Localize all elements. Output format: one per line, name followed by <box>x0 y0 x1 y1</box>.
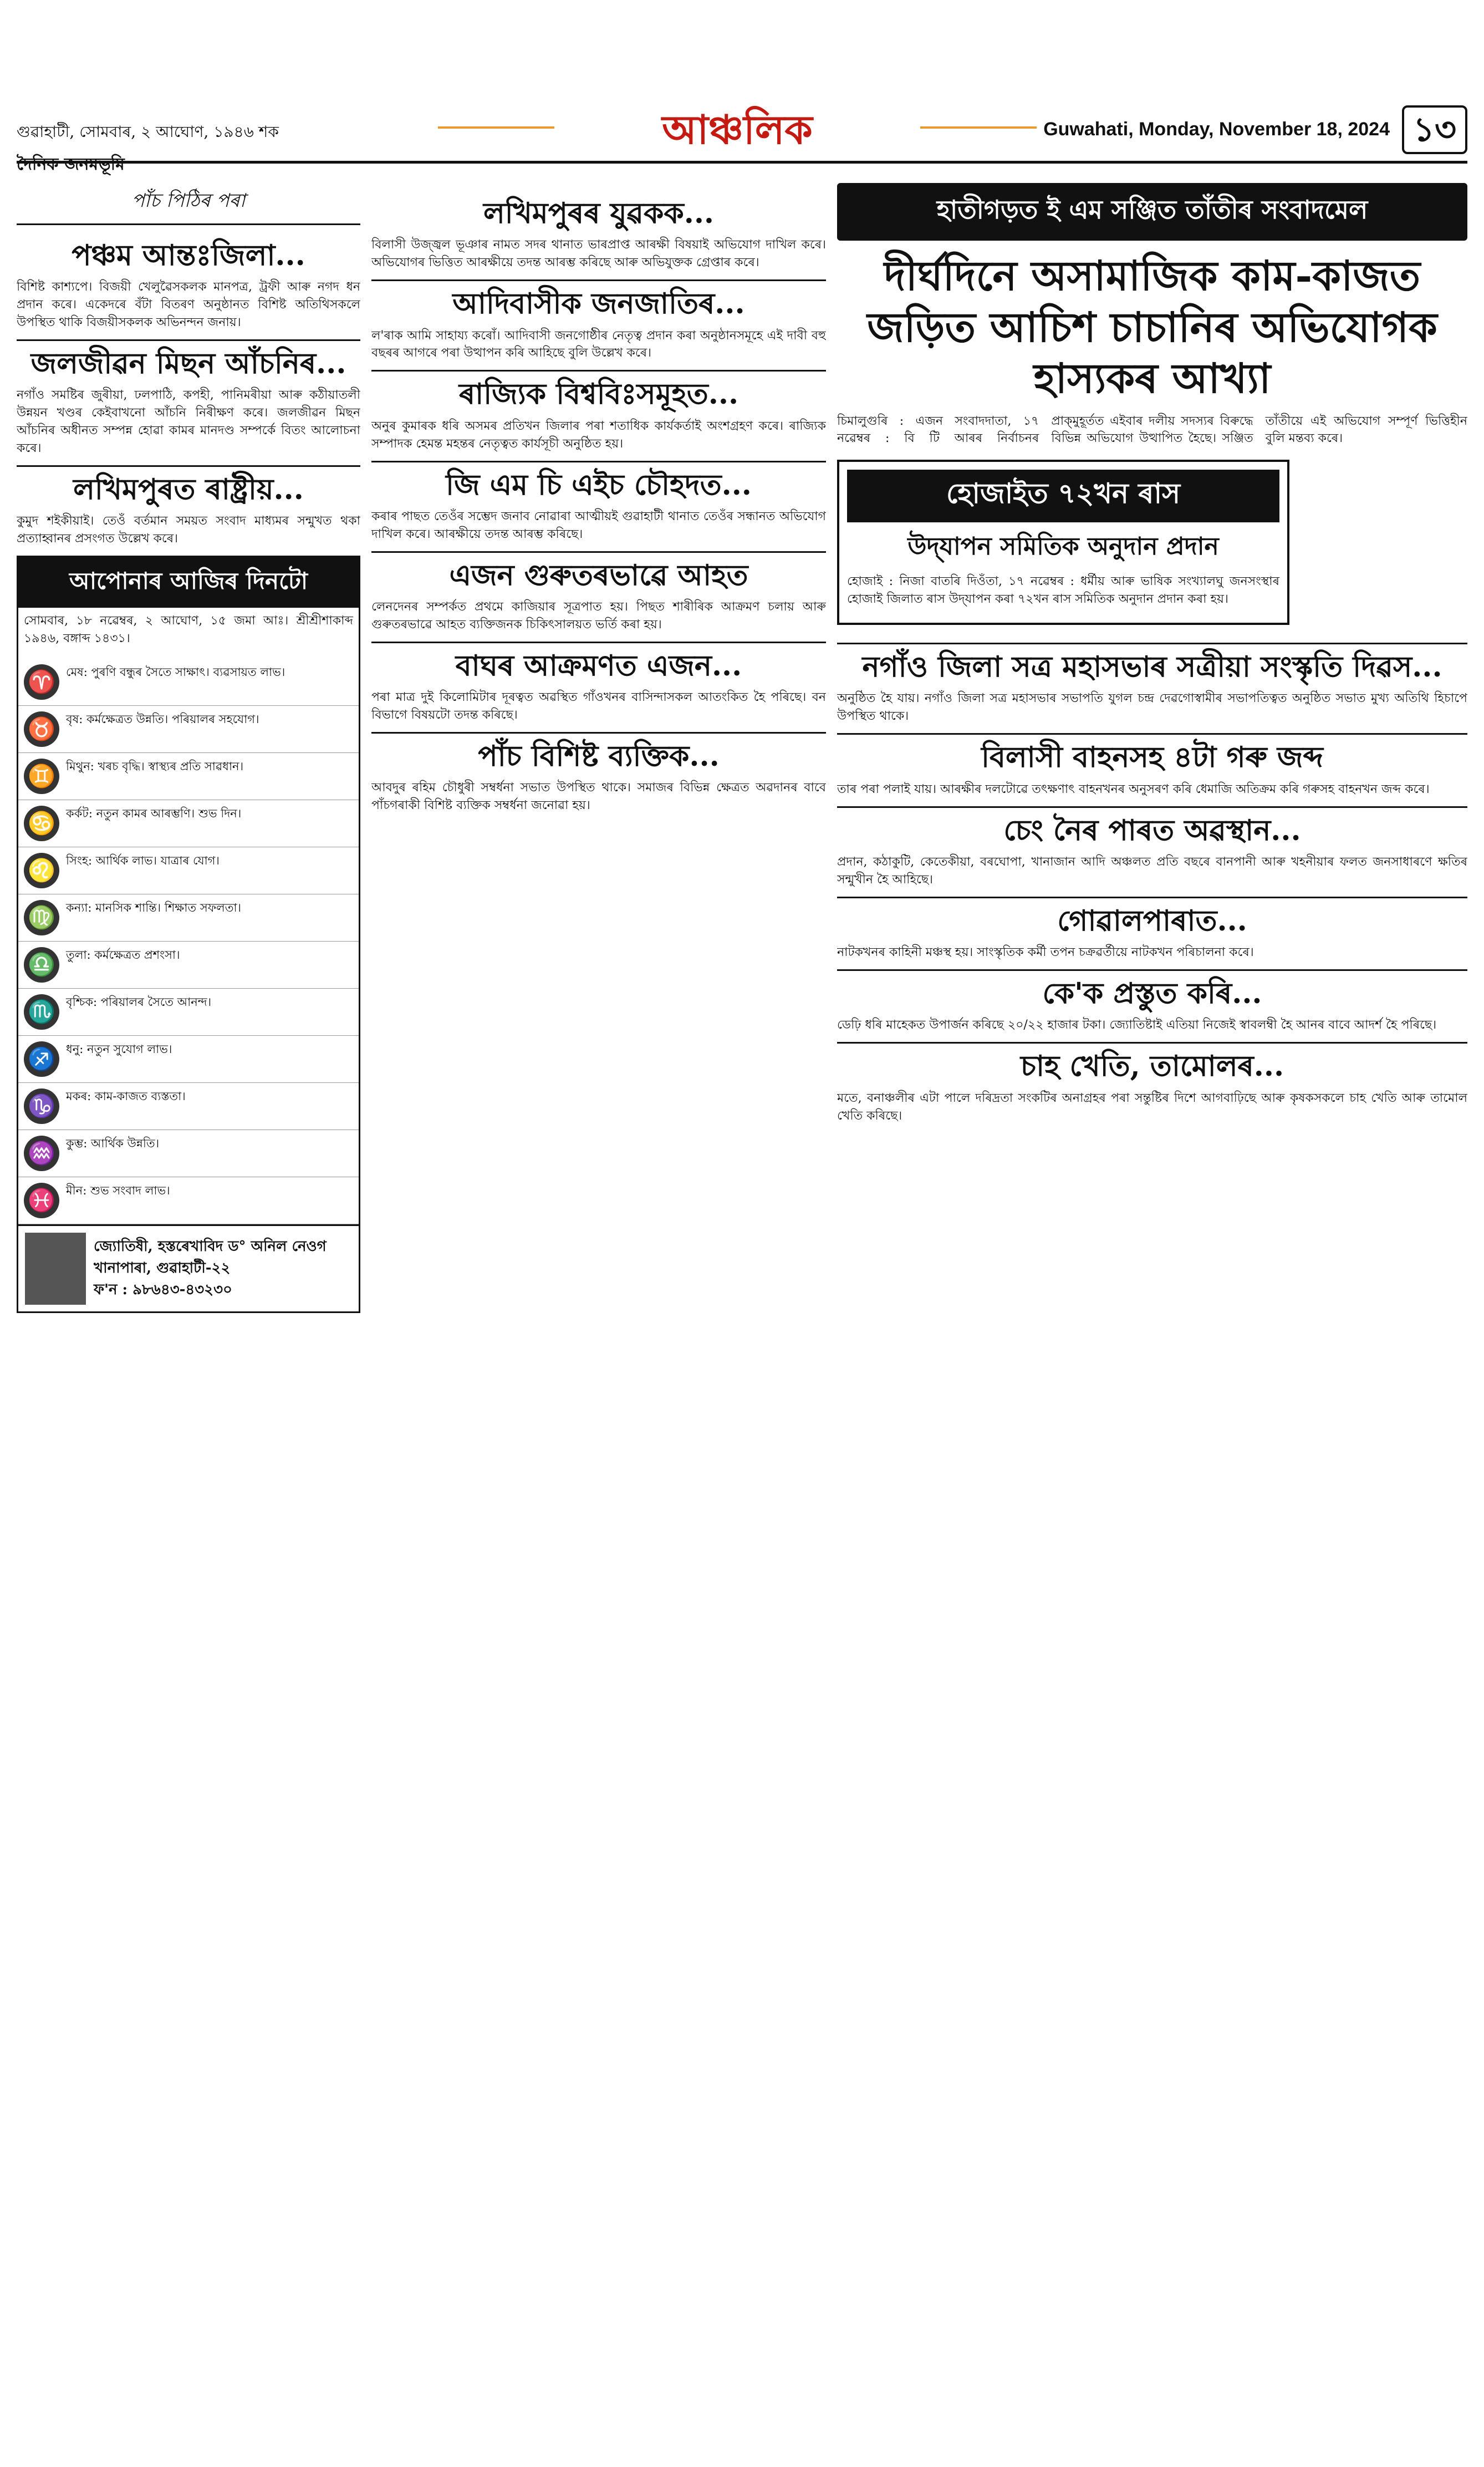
column-right <box>837 183 1467 2450</box>
headline: পঞ্চম আন্তঃজিলা... <box>72 238 305 272</box>
section-label: দৈনিক জনমভূমি <box>17 155 125 174</box>
horoscope-text: বৃশ্চিক: পৰিয়ালৰ সৈতে আনন্দ। <box>66 995 212 1009</box>
horoscope-row <box>18 942 359 989</box>
headline: বাঘৰ আক্ৰমণত এজন... <box>371 642 826 683</box>
lead-banner: হাতীগড়ত ই এম সঞ্জিত তাঁতীৰ সংবাদমেল <box>837 183 1467 241</box>
article-body: নগাঁও সমষ্টিৰ জুৰীয়া, ঢলপাঠি, কপহী, পানিমৰীয়া আৰু কঠীয়াতলী উন্নয়ন খণ্ডৰ কেইবাখনো আঁচনি নিৰীক্ষণ কৰে। জলজীৱন মিছন আঁচনিৰ অধীনত সম্পন্ন হোৱা কামৰ মানদণ্ড সম্পৰ্কে বিতং আলোচনা কৰে। <box>17 388 360 456</box>
article-body: পৰা মাত্ৰ দুই কিলোমিটাৰ দূৰত্বত অৱস্থিত গাঁওখনৰ বাসিন্দাসকল আতংকিত হৈ পৰিছে। বন বিভাগে বিষয়টো তদন্ত কৰিছে। <box>371 690 826 723</box>
lead-article <box>837 413 1467 450</box>
headline: এজন গুৰুতৰভাৱে আহত <box>371 551 826 593</box>
zodiac-icon: ♋ <box>24 806 59 841</box>
article-body: ল'ৰাক আমি সাহায্য কৰোঁ। আদিবাসী জনগোষ্ঠীৰ নেতৃত্ব প্ৰদান কৰা অনুষ্ঠানসমূহে এই দাবী বহু বছৰৰ আগৰে পৰা উত্থাপন কৰি আহিছে বুলি উল্লেখ কৰে। <box>371 328 826 360</box>
date-line-right: Guwahati, Monday, November 18, 2024 <box>1043 119 1390 140</box>
horoscope-text: মিথুন: খৰচ বৃদ্ধি। স্বাস্থ্যৰ প্ৰতি সাৱধান। <box>66 759 244 773</box>
horoscope-list <box>18 659 359 1224</box>
article-body: অনুৰ কুমাৰক ধৰি অসমৰ প্ৰতিখন জিলাৰ পৰা শতাধিক কাৰ্যকৰ্তাই অংশগ্ৰহণ কৰে। ৰাজ্যিক সম্পাদক হেমন্ত মহন্তৰ নেতৃত্বত কাৰ্যসূচী অনুষ্ঠিত হয়। <box>371 419 826 451</box>
horoscope-row <box>18 894 359 942</box>
horoscope-row <box>18 1036 359 1083</box>
horoscope-row <box>18 989 359 1036</box>
headline: চেং নৈৰ পাৰত অৱস্থান... <box>837 806 1467 848</box>
headline: গোৱালপাৰাত... <box>837 897 1467 938</box>
zodiac-icon: ♉ <box>24 711 59 747</box>
zodiac-icon: ♐ <box>24 1041 59 1077</box>
lead-headline: দীৰ্ঘদিনে অসামাজিক কাম-কাজত জড়িত আচিশ চাচানিৰ অভিযোগক হাস্যকৰ আখ্যা <box>867 252 1437 403</box>
page-number: ১৩ <box>1402 105 1467 154</box>
horoscope-text: মকৰ: কাম-কাজত ব্যস্ততা। <box>66 1089 186 1103</box>
headline: জলজীৱন মিছন আঁচনিৰ... <box>17 339 360 381</box>
article-body: বিশিষ্ট কাশ্যপে। বিজয়ী খেলুৱৈসকলক মানপত্ৰ, ট্ৰফী আৰু নগদ ধন প্ৰদান কৰে। একেদৰে বঁটা বিতৰণ অনুষ্ঠানত বিশিষ্ট অতিথিসকলে উপস্থিত থাকি বিজয়ীসকলক অভিনন্দন জনায়। <box>17 280 360 330</box>
horoscope-text: মেষ: পুৰণি বন্ধুৰ সৈতে সাক্ষাৎ। ব্যৱসায়ত লাভ। <box>66 665 285 679</box>
zodiac-icon: ♍ <box>24 900 59 935</box>
author-photo <box>25 1233 86 1305</box>
headline: কে'ক প্ৰস্তুত কৰি... <box>837 969 1467 1011</box>
headline: বিলাসী বাহনসহ ৪টা গৰু জব্দ <box>837 733 1467 775</box>
headline: লখিমপুৰৰ যুৱকক... <box>483 196 715 230</box>
boxed-article <box>837 460 1289 625</box>
article-body: হোজাই : নিজা বাতৰি দিওঁতা, ১৭ নৱেম্বৰ : ধৰ্মীয় আৰু ভাষিক সংখ্যালঘু জনসংস্থাৰ হোজাই জিলাত ৰাস উদ্‌যাপন কৰা ৭২খন ৰাস সমিতিক অনুদান প্ৰদান কৰা হয়। <box>847 574 1279 607</box>
horoscope-row <box>18 800 359 847</box>
headline: নগাঁও জিলা সত্ৰ মহাসভাৰ সত্ৰীয়া সংস্কৃতি দিৱস... <box>837 643 1467 684</box>
horoscope-text: মীন: শুভ সংবাদ লাভ। <box>66 1183 170 1197</box>
headline: লখিমপুৰত ৰাষ্ট্ৰীয়... <box>17 465 360 507</box>
zodiac-icon: ♑ <box>24 1088 59 1124</box>
article-body: ডেঢ়ি ধৰি মাহেকত উপাৰ্জন কৰিছে ২০/২২ হাজাৰ টকা। জ্যোতিষ্টাই এতিয়া নিজেই স্বাবলম্বী হৈ আনৰ বাবে আদৰ্শ হৈ পৰিছে। <box>837 1018 1437 1032</box>
author-block <box>18 1224 359 1311</box>
article-body: কৰাৰ পাছত তেওঁৰ সম্ভেদ জনাব নোৱাৰা আত্মীয়ই গুৱাহাটী থানাত তেওঁৰ সন্ধানত অভিযোগ দাখিল কৰে। আৰক্ষীয়ে তদন্ত আৰম্ভ কৰিছে। <box>371 509 826 541</box>
horoscope-row <box>18 1083 359 1130</box>
horoscope-row <box>18 706 359 753</box>
boxed-headline-1: হোজাইত ৭২খন ৰাস <box>847 470 1279 522</box>
column-middle <box>371 183 826 2450</box>
zodiac-icon: ♊ <box>24 759 59 794</box>
horoscope-row <box>18 1177 359 1224</box>
article-body: তাৰ পৰা পলাই যায়। আৰক্ষীৰ দলটোৱে তৎক্ষণাৎ বাহনখনৰ অনুসৰণ কৰি ধেমাজি অতিক্ৰম কৰি গৰুসহ বাহনখন জব্দ কৰে। <box>837 782 1430 796</box>
article-body: চিমালুগুৰি : এজন সংবাদদাতা, ১৭ নৱেম্বৰ : বি টি আৰৰ নিৰ্বাচনৰ প্ৰাক্‌মুহূৰ্তত এইবাৰ দলীয় সদস্যৰ বিৰুদ্ধে বিভিন্ন অভিযোগ উত্থাপিত হৈছে। সঞ্জিত তাঁতীয়ে এই অভিযোগ সম্পূৰ্ণ ভিত্তিহীন বুলি মন্তব্য কৰে। <box>837 414 1467 446</box>
article-body: প্ৰদান, কঠাকুটি, কেতেকীয়া, বৰঘোপা, খানাজান আদি অঞ্চলত প্ৰতি বছৰে বানপানী আৰু খহনীয়াৰ ফলত জনসাধাৰণে ক্ষতিৰ সন্মুখীন হৈ আহিছে। <box>837 854 1467 887</box>
article-body: নাটকখনৰ কাহিনী মঞ্চস্থ হয়। সাংস্কৃতিক কৰ্মী তপন চক্ৰৱৰ্তীয়ে নাটকখন পৰিচালনা কৰে। <box>837 945 1254 960</box>
kicker: পাঁচ পিঠিৰ পৰা <box>17 183 360 225</box>
horoscope-row <box>18 1130 359 1177</box>
zodiac-icon: ♒ <box>24 1136 59 1171</box>
newspaper-logo: আঞ্চলিক <box>571 100 904 150</box>
horoscope-row <box>18 847 359 894</box>
horoscope-row <box>18 659 359 706</box>
horoscope-text: কুম্ভ: আৰ্থিক উন্নতি। <box>66 1136 160 1150</box>
article-body: অনুষ্ঠিত হৈ যায়। নগাঁও জিলা সত্ৰ মহাসভাৰ সভাপতি যুগল চন্দ্ৰ দেৱগোস্বামীৰ সভাপতিত্বত অনুষ্ঠিত সভাত মুখ্য অতিথি হিচাপে উপস্থিত থাকে। <box>837 691 1467 724</box>
zodiac-icon: ♌ <box>24 853 59 888</box>
author-line: খানাপাৰা, গুৱাহাটী-২২ <box>94 1260 231 1277</box>
horoscope-text: ধনু: নতুন সুযোগ লাভ। <box>66 1042 172 1056</box>
horoscope-text: কৰ্কট: নতুন কামৰ আৰম্ভণি। শুভ দিন। <box>66 806 242 820</box>
horoscope-row <box>18 753 359 800</box>
masthead <box>17 100 1467 174</box>
headline: আদিবাসীক জনজাতিৰ... <box>371 279 826 321</box>
boxed-headline-2: উদ্‌যাপন সমিতিক অনুদান প্ৰদান <box>907 532 1219 561</box>
author-line: জ্যোতিষী, হস্তৰেখাবিদ ড° অনিল নেওগ <box>94 1238 327 1255</box>
author-info <box>94 1236 327 1301</box>
horoscope-text: তুলা: কৰ্মক্ষেত্ৰত প্ৰশংসা। <box>66 948 180 962</box>
article-body: মতে, বনাঞ্চলীৰ এটা পালে দৰিদ্ৰতা সংকটিৰ অনাগ্ৰহৰ পৰা সন্তুষ্টিৰ দিশে আগবাঢ়িছে আৰু কৃষকসকলে চাহ খেতি আৰু তামোল খেতি কৰিছে। <box>837 1091 1467 1123</box>
article-body: আবদুৰ ৰহিম চৌধুৰী সম্বৰ্ধনা সভাত উপস্থিত থাকে। সমাজৰ বিভিন্ন ক্ষেত্ৰত অৱদানৰ বাবে পাঁচগৰাকী বিশিষ্ট ব্যক্তিক সম্বৰ্ধনা জনোৱা হয়। <box>371 781 826 813</box>
author-line: ফ'ন : ৯৮৬৪৩-৪৩২৩০ <box>94 1281 232 1299</box>
column-left <box>17 183 360 2450</box>
horoscope-title: আপোনাৰ আজিৰ দিনটো <box>18 557 359 608</box>
horoscope-text: কন্যা: মানসিক শান্তি। শিক্ষাত সফলতা। <box>66 901 242 914</box>
horoscope-text: বৃষ: কৰ্মক্ষেত্ৰত উন্নতি। পৰিয়ালৰ সহযোগ। <box>66 712 259 726</box>
headline: জি এম চি এইচ চৌহদত... <box>371 461 826 502</box>
article-body: কুমুদ শইকীয়াই। তেওঁ বৰ্তমান সময়ত সংবাদ মাধ্যমৰ সন্মুখত থকা প্ৰত্যাহ্বানৰ প্ৰসংগত উল্লেখ কৰে। <box>17 514 360 546</box>
zodiac-icon: ♎ <box>24 947 59 983</box>
headline: পাঁচ বিশিষ্ট ব্যক্তিক... <box>371 732 826 774</box>
zodiac-icon: ♏ <box>24 994 59 1030</box>
zodiac-icon: ♈ <box>24 664 59 700</box>
article-body: লেনদেনৰ সম্পৰ্কত প্ৰথমে কাজিয়াৰ সূত্ৰপাত হয়। পিছত শাৰীৰিক আক্ৰমণ চলায় আৰু গুৰুতৰভাৱে আহত ব্যক্তিজনক চিকিৎসালয়ত ভৰ্তি কৰা হয়। <box>371 600 826 632</box>
horoscope-text: সিংহ: আৰ্থিক লাভ। যাত্ৰাৰ যোগ। <box>66 853 220 867</box>
horoscope-box <box>17 556 360 1313</box>
zodiac-icon: ♓ <box>24 1183 59 1218</box>
horoscope-intro: সোমবাৰ, ১৮ নৱেম্বৰ, ২ আঘোণ, ১৫ জমা আঃ। শ্ৰীশ্ৰীশাকাব্দ ১৯৪৬, বঙ্গাব্দ ১৪৩১। <box>24 614 353 646</box>
date-line-left: গুৱাহাটী, সোমবাৰ, ২ আঘোণ, ১৯৪৬ শক <box>17 123 279 141</box>
headline: চাহ খেতি, তামোলৰ... <box>837 1042 1467 1084</box>
article-body: বিলাসী উজ্জ্বল ভূঞাৰ নামত সদৰ থানাত ভাৰপ্ৰাপ্ত আৰক্ষী বিষয়াই অভিযোগ দাখিল কৰে। অভিযোগৰ ভিত্তিত আৰক্ষীয়ে তদন্ত আৰম্ভ কৰিছে আৰু অভিযুক্তক গ্ৰেপ্তাৰ কৰে। <box>371 238 826 270</box>
headline: ৰাজ্যিক বিশ্ববিঃসমূহত... <box>371 370 826 411</box>
